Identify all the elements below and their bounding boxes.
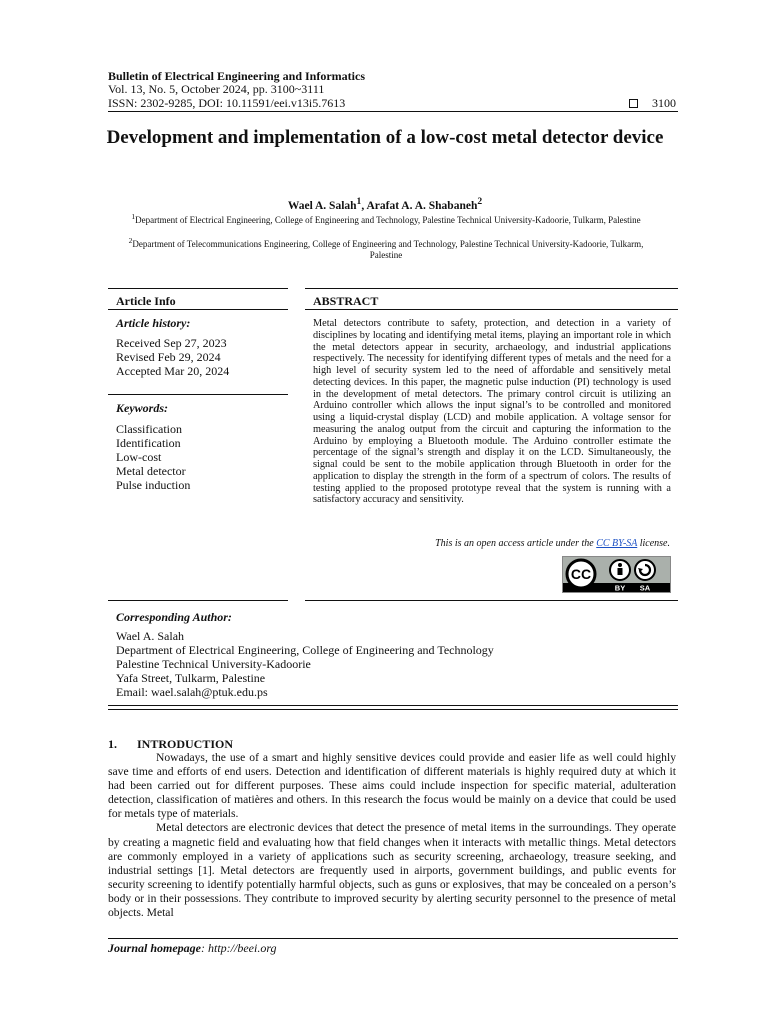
front-matter-rule-1 bbox=[108, 705, 678, 706]
introduction-paragraph-1: Nowadays, the use of a smart and highly sensitive devices could provide and easier life as well could highly save time and efforts of end users. Detection and identification of different materials is highly required duty at which it had been carried out for different purposes. These aims could include inspection for specific material, adulteration detection, classification of matières and others. In this research the focus would be mainly on a device that could be used for metals type of materials. bbox=[108, 751, 676, 821]
received-date: Received Sep 27, 2023 bbox=[116, 336, 227, 350]
footer-rule bbox=[108, 938, 678, 939]
keywords-list bbox=[116, 422, 190, 492]
affiliation-1 bbox=[116, 211, 656, 226]
author-separator: , bbox=[361, 199, 367, 212]
cc-by-sa-badge[interactable] bbox=[562, 556, 671, 593]
affiliation-1-text: Department of Electrical Engineering, College of Engineering and Technology, Palestine Technical University-Kadoorie, Tulkarm, Palestine bbox=[135, 215, 641, 225]
page-number: 3100 bbox=[652, 96, 676, 110]
issn-doi: ISSN: 2302-9285, DOI: 10.11591/eei.v13i5.7613 bbox=[108, 96, 346, 110]
abstract-heading: ABSTRACT bbox=[313, 294, 379, 308]
corresponding-name: Wael A. Salah bbox=[116, 629, 185, 643]
journal-name: Bulletin of Electrical Engineering and Informatics bbox=[108, 69, 365, 83]
article-info-rule bbox=[108, 309, 288, 310]
square-bullet-icon bbox=[629, 99, 638, 108]
article-info-heading: Article Info bbox=[116, 294, 176, 308]
introduction-paragraph-2: Metal detectors are electronic devices that detect the presence of metal items in the surroundings. They operate by creating a magnetic field and evaluating how that field changes when it interacts with metallic things. Metal detectors are commonly employed in a variety of applications such as security screening, archaeology, treasure seeking, and industrial settings [1]. Metal detectors are frequently used in airports, government buildings, and public events for security screening to identify potentially harmful objects, such as guns or explosives, that may be concealed on a person’s body or in their possessions. They contribute to improved security by alerting security personnel to the presence of metal objects. Metal bbox=[108, 821, 676, 920]
author-list bbox=[100, 196, 670, 212]
article-history-list bbox=[116, 336, 229, 378]
corresponding-department: Department of Electrical Engineering, College of Engineering and Technology bbox=[116, 643, 494, 657]
author-1: Wael A. Salah bbox=[287, 199, 357, 212]
by-label: BY bbox=[614, 583, 626, 592]
license-suffix: license. bbox=[637, 538, 670, 549]
affiliation-2 bbox=[116, 235, 656, 261]
page-number-block bbox=[629, 96, 676, 111]
cc-icon-label: CC bbox=[570, 566, 592, 582]
revised-date: Revised Feb 29, 2024 bbox=[116, 350, 221, 364]
affiliation-1-mark: 1 bbox=[131, 212, 136, 221]
volume-info: Vol. 13, No. 5, October 2024, pp. 3100~3111 bbox=[108, 82, 325, 96]
journal-homepage-sep: : bbox=[201, 941, 209, 955]
author-1-affiliation-mark: 1 bbox=[356, 196, 362, 207]
section-title: INTRODUCTION bbox=[137, 737, 234, 751]
cc-badge-graphic bbox=[563, 557, 670, 592]
affiliation-2-mark: 2 bbox=[128, 236, 133, 245]
sa-label: SA bbox=[639, 583, 651, 592]
accepted-date: Accepted Mar 20, 2024 bbox=[116, 364, 230, 378]
corresponding-university: Palestine Technical University-Kadoorie bbox=[116, 657, 311, 671]
journal-homepage-label: Journal homepage bbox=[108, 941, 202, 955]
introduction-body bbox=[108, 751, 676, 920]
corresponding-author-heading: Corresponding Author: bbox=[116, 610, 232, 624]
section-number: 1. bbox=[108, 737, 117, 751]
sa-share-alike-icon bbox=[635, 560, 655, 580]
keyword-item: Classification bbox=[116, 422, 182, 436]
abstract-bottom-rule bbox=[305, 600, 678, 601]
history-rule bbox=[108, 394, 288, 395]
license-prefix: This is an open access article under the bbox=[435, 538, 597, 549]
abstract-top-rule bbox=[305, 288, 678, 289]
keyword-item: Identification bbox=[116, 436, 181, 450]
abstract-rule bbox=[305, 309, 678, 310]
cc-by-sa-link[interactable]: CC BY-SA bbox=[596, 538, 638, 549]
corresponding-address: Yafa Street, Tulkarm, Palestine bbox=[116, 671, 266, 685]
corresponding-email: Email: wael.salah@ptuk.edu.ps bbox=[116, 685, 268, 699]
header-rule bbox=[108, 111, 678, 112]
affiliation-2-text: Department of Telecommunications Engineering, College of Engineering and Technology, Palestine Technical University-Kadoorie, Tulkarm, Palestine bbox=[132, 239, 644, 260]
journal-homepage-url[interactable]: http://beei.org bbox=[208, 941, 277, 955]
keywords-bottom-rule bbox=[108, 600, 288, 601]
front-matter-rule-2 bbox=[108, 709, 678, 710]
corresponding-author-block bbox=[116, 629, 494, 699]
journal-homepage bbox=[108, 941, 277, 956]
keyword-item: Low-cost bbox=[116, 450, 162, 464]
license-statement bbox=[435, 538, 670, 549]
abstract-text: Metal detectors contribute to safety, protection, and detection in a variety of disciplines by locating and identifying metal items, playing an important role in which the metal detectors appear in security, archaeology, and industrial applications respectively. The necessity for identifying different types of metals and the need for a high level of security system led to the need of affordable and sensitively metal detecting devices. In this paper, the magnetic pulse induction (PI) technology is used in the development of metal detectors. The primary control circuit is utilizing an Arduino controller which allows the input signal’s to be controlled and monitored using a liquid-crystal display (LCD) and mobile application. A voltage sensor for measuring the analog output from the circuit and capturing the information to the Arduino by employing a Bluetooth module. The Arduino controller estimate the percentage of the signal’s strength and display it on the LCD. Simultaneously, the signal could be sent to the mobile application through Bluetooth in order for the application to display the strength in the form of a spectrum of colors. The results of testing applied to the proposed prototype reveal that the system is running with a satisfactory accuracy and sensitivity. bbox=[313, 318, 671, 506]
author-2: Arafat A. A. Shabaneh bbox=[366, 199, 478, 212]
article-history-heading: Article history: bbox=[116, 316, 191, 330]
introduction-heading bbox=[108, 737, 233, 752]
paper-title: Development and implementation of a low-cost metal detector device bbox=[106, 127, 664, 148]
keywords-heading: Keywords: bbox=[116, 401, 168, 415]
keyword-item: Metal detector bbox=[116, 464, 186, 478]
keyword-item: Pulse induction bbox=[116, 478, 191, 492]
author-2-affiliation-mark: 2 bbox=[477, 196, 483, 207]
article-info-top-rule bbox=[108, 288, 288, 289]
